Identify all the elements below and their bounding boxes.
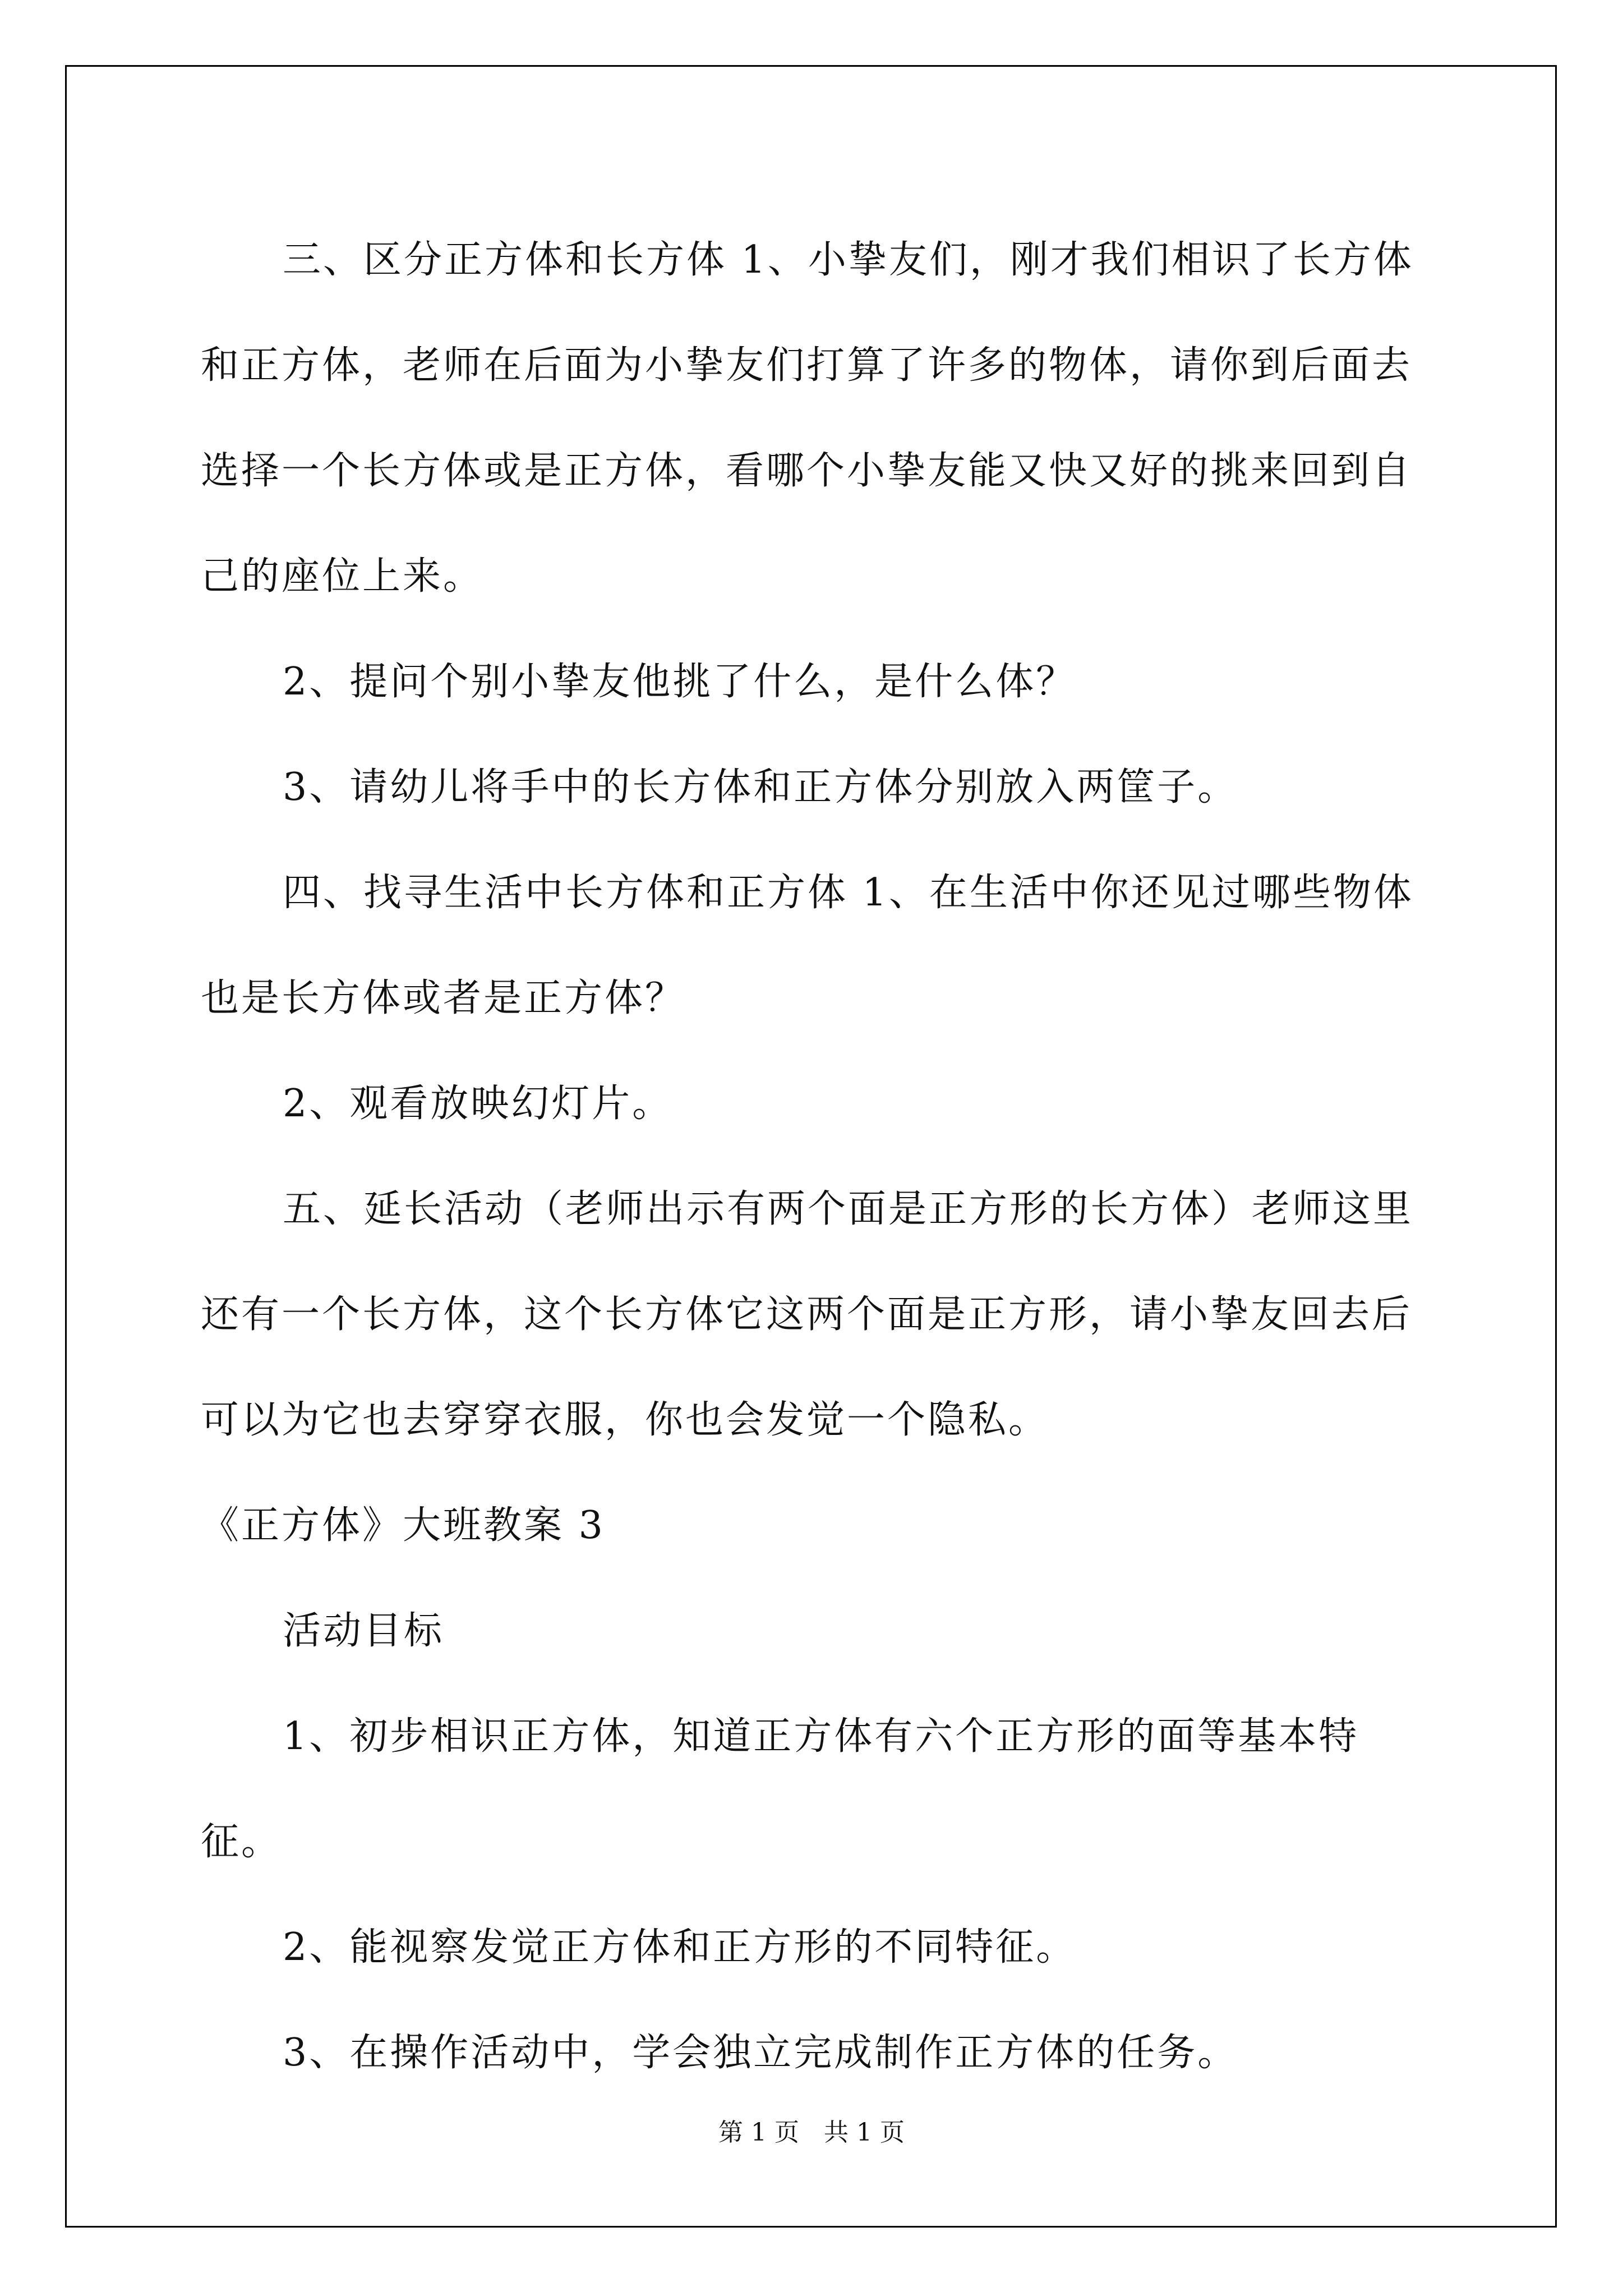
paragraph-section-three xyxy=(201,208,1435,629)
goal-item: 3、在操作活动中，学会独立完成制作正方体的任务。 xyxy=(283,2031,1238,2075)
text-line: 三、区分正方体和长方体 1、小挚友们，刚才我们相识了长方体 xyxy=(283,238,1414,282)
paragraph-section-four xyxy=(201,840,1435,1051)
paragraph-question-2 xyxy=(201,629,1435,735)
text-line: 2、提问个别小挚友他挑了什么，是什么体？ xyxy=(283,660,1077,704)
goal-item: 1、初步相识正方体，知道正方体有六个正方形的面等基本特征。 xyxy=(201,1714,1359,1864)
text-line: 五、延长活动（老师出示有两个面是正方形的长方体）老师这里 xyxy=(283,1187,1414,1231)
text-line: 和正方体，老师在后面为小挚友们打算了许多的物体，请你到后面去 xyxy=(201,343,1413,388)
section-title: 《正方体》大班教案 3 xyxy=(201,1503,605,1548)
paragraph-section-five xyxy=(201,1157,1435,1473)
goal-item: 2、能视察发觉正方体和正方形的不同特征。 xyxy=(283,1925,1077,1970)
activity-goals-heading: 活动目标 xyxy=(283,1609,445,1653)
text-line: 己的座位上来。 xyxy=(201,554,484,599)
document-body xyxy=(201,208,1435,2106)
page-footer: 第 1 页 共 1 页 xyxy=(718,2118,905,2147)
text-line: 可以为它也去穿穿衣服，你也会发觉一个隐私。 xyxy=(201,1398,1049,1442)
text-line: 还有一个长方体，这个长方体它这两个面是正方形，请小挚友回去后 xyxy=(201,1292,1413,1337)
text-line: 3、请幼儿将手中的长方体和正方体分别放入两筐子。 xyxy=(283,765,1238,809)
text-line: 也是长方体或者是正方体？ xyxy=(201,976,686,1020)
paragraph-step-3 xyxy=(201,735,1435,840)
text-line: 2、观看放映幻灯片。 xyxy=(283,1082,673,1126)
text-line: 四、找寻生活中长方体和正方体 1、在生活中你还见过哪些物体 xyxy=(283,871,1414,915)
text-line: 选择一个长方体或是正方体，看哪个小挚友能又快又好的挑来回到自 xyxy=(201,449,1413,493)
paragraph-slideshow xyxy=(201,1051,1435,1157)
